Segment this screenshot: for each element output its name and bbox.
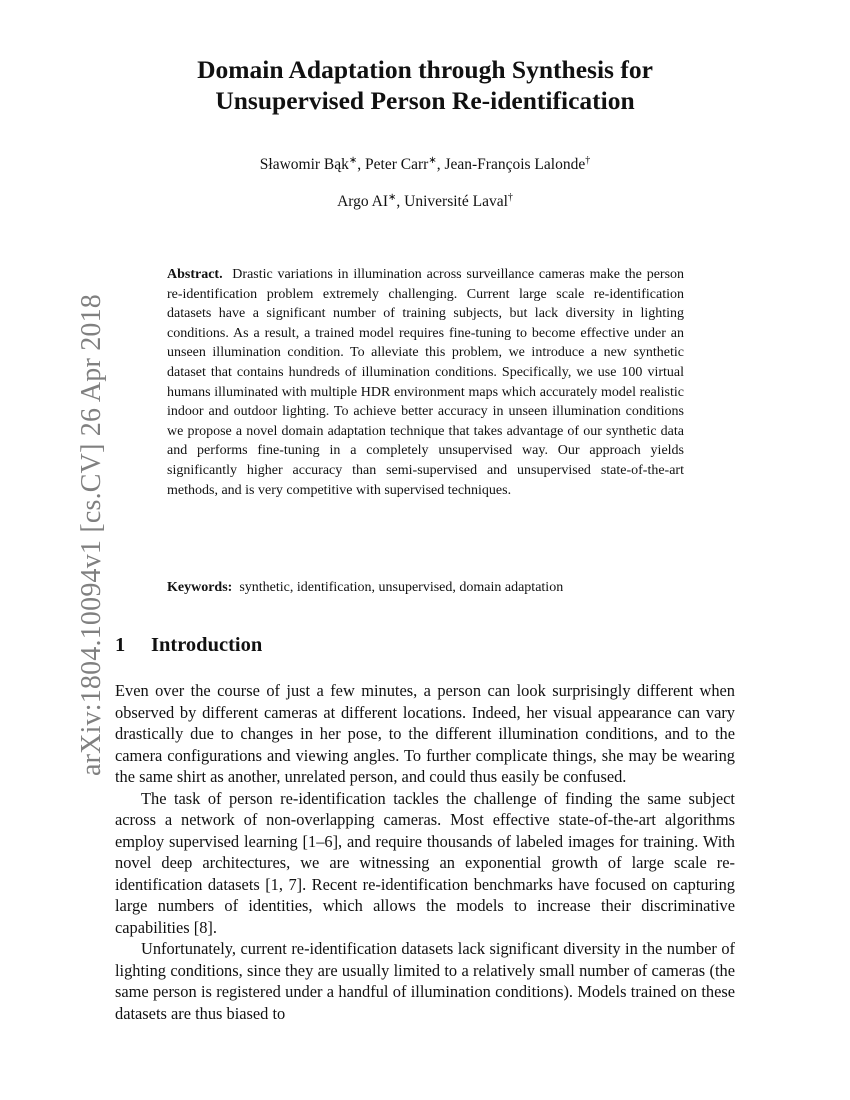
author-mark: †: [585, 154, 591, 166]
keywords-label: Keywords:: [167, 580, 233, 595]
section-heading: [115, 634, 262, 657]
affiliation-mark: †: [507, 191, 513, 203]
keywords-text: synthetic, identification, unsupervised, domain adaptation: [239, 580, 564, 595]
paper-title: [0, 54, 850, 116]
section-title: Introduction: [151, 634, 263, 656]
section-number: 1: [115, 634, 126, 656]
paragraph: The task of person re-identification tackles the challenge of finding the same subject across a network of non-overlapping cameras. Most effective state-of-the-art algorithms employ supervised learning [1–6], and require thousands of labeled images for training. With novel deep architectures, we are witnessing an exponential growth of large scale re-identification datasets [1, 7]. Recent re-identification benchmarks have focused on capturing large numbers of identities, which allows the models to increase their discriminative capabilities [8].: [115, 788, 735, 937]
paragraph: Even over the course of just a few minutes, a person can look surprisingly different when observed by different cameras at different locations. Indeed, her visual appearance can vary drastically due to changes in her pose, to the different illumination conditions, and to the camera configurations and viewing angles. To further complicate things, she may be wearing the same shirt as another, unrelated person, and could thus easily be confused.: [115, 681, 735, 786]
arxiv-identifier: arXiv:1804.10094v1 [cs.CV] 26 Apr 2018: [76, 293, 107, 777]
affiliation-list: Argo AI∗, Université Laval†: [337, 191, 513, 210]
title-line-2: Unsupervised Person Re-identification: [215, 86, 635, 115]
paragraph: Unfortunately, current re-identification datasets lack significant diversity in the number of lighting conditions, since they are usually limited to a relatively small number of cameras (the same person is registered under a handful of illumination conditions). Models trained on these datasets are thus biased to: [115, 939, 735, 1023]
abstract-label: Abstract.: [167, 267, 223, 282]
keywords: [167, 580, 707, 596]
abstract-text: Drastic variations in illumination across surveillance cameras make the person re-identification problem extremely challenging. Current large scale re-identification datasets have a significant number of training subjects, but lack diversity in lighting conditions. As a result, a trained model requires fine-tuning to become effective under an unseen illumination condition. To alleviate this problem, we introduce a new synthetic dataset that contains hundreds of illumination conditions. Specifically, we use 100 virtual humans illuminated with multiple HDR environment maps which accurately model realistic indoor and outdoor lighting. To achieve better accuracy in unseen illumination conditions we propose a novel domain adaptation technique that takes advantage of our synthetic data and performs fine-tuning in a completely unsupervised way. Our approach yields significantly higher accuracy than semi-supervised and unsupervised state-of-the-art methods, and is very competitive with supervised techniques.: [167, 267, 685, 498]
author-list: Sławomir Bąk∗, Peter Carr∗, Jean-François Lalonde†: [259, 154, 591, 173]
author-mark: ∗: [348, 154, 358, 166]
affiliation-name: Université Laval: [404, 193, 508, 210]
abstract: [167, 265, 684, 500]
author-name: Peter Carr: [365, 156, 429, 173]
affiliation-name: Argo AI: [337, 193, 389, 210]
affiliation-mark: ∗: [388, 191, 397, 203]
author-name: Sławomir Bąk: [259, 156, 349, 173]
author-name: Jean-François Lalonde: [444, 156, 586, 173]
author-mark: ∗: [428, 154, 437, 166]
title-line-1: Domain Adaptation through Synthesis for: [197, 55, 653, 84]
introduction-body: [115, 680, 735, 1024]
